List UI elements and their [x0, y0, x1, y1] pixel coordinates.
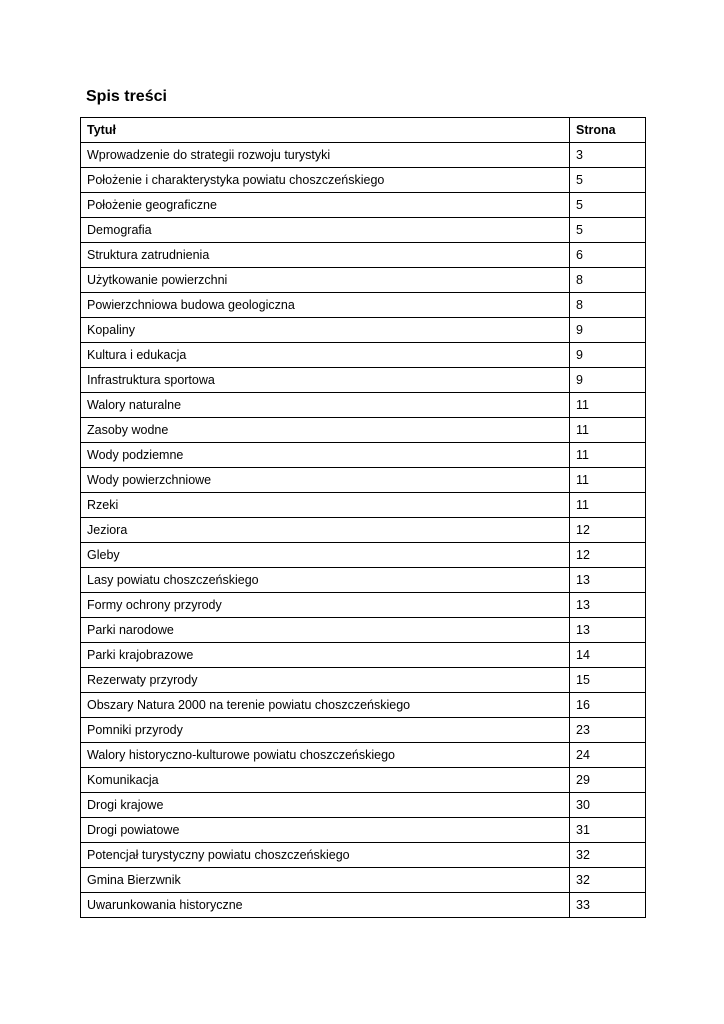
toc-entry-page: 12 — [570, 543, 646, 568]
toc-entry-title: Zasoby wodne — [81, 418, 570, 443]
toc-entry-title: Demografia — [81, 218, 570, 243]
table-row — [81, 693, 646, 718]
toc-entry-page: 30 — [570, 793, 646, 818]
toc-entry-page: 9 — [570, 318, 646, 343]
toc-entry-page: 11 — [570, 418, 646, 443]
toc-entry-title: Rzeki — [81, 493, 570, 518]
table-row — [81, 868, 646, 893]
table-row — [81, 393, 646, 418]
table-row — [81, 343, 646, 368]
table-row — [81, 593, 646, 618]
table-row — [81, 468, 646, 493]
toc-entry-title: Komunikacja — [81, 768, 570, 793]
toc-entry-title: Walory historyczno-kulturowe powiatu choszczeńskiego — [81, 743, 570, 768]
toc-entry-title: Wody powierzchniowe — [81, 468, 570, 493]
toc-entry-page: 9 — [570, 368, 646, 393]
table-row — [81, 518, 646, 543]
table-row — [81, 418, 646, 443]
table-row — [81, 168, 646, 193]
toc-entry-title: Kopaliny — [81, 318, 570, 343]
table-row — [81, 668, 646, 693]
toc-entry-title: Położenie i charakterystyka powiatu choszczeńskiego — [81, 168, 570, 193]
toc-entry-title: Gmina Bierzwnik — [81, 868, 570, 893]
column-header-page: Strona — [570, 118, 646, 143]
table-row — [81, 768, 646, 793]
toc-entry-title: Użytkowanie powierzchni — [81, 268, 570, 293]
toc-entry-page: 15 — [570, 668, 646, 693]
column-header-title: Tytuł — [81, 118, 570, 143]
page-title: Spis treści — [86, 88, 167, 105]
toc-table — [80, 117, 646, 918]
toc-entry-title: Drogi powiatowe — [81, 818, 570, 843]
table-row — [81, 243, 646, 268]
table-row — [81, 368, 646, 393]
toc-body — [81, 143, 646, 918]
table-row — [81, 643, 646, 668]
toc-entry-page: 13 — [570, 593, 646, 618]
toc-entry-page: 24 — [570, 743, 646, 768]
toc-entry-page: 8 — [570, 293, 646, 318]
toc-entry-title: Wprowadzenie do strategii rozwoju turystyki — [81, 143, 570, 168]
toc-entry-title: Gleby — [81, 543, 570, 568]
toc-entry-title: Pomniki przyrody — [81, 718, 570, 743]
toc-entry-title: Kultura i edukacja — [81, 343, 570, 368]
table-row — [81, 718, 646, 743]
toc-entry-title: Formy ochrony przyrody — [81, 593, 570, 618]
toc-entry-page: 5 — [570, 218, 646, 243]
toc-entry-title: Parki krajobrazowe — [81, 643, 570, 668]
toc-entry-page: 13 — [570, 618, 646, 643]
toc-entry-page: 11 — [570, 493, 646, 518]
toc-entry-page: 12 — [570, 518, 646, 543]
table-row — [81, 218, 646, 243]
toc-entry-page: 11 — [570, 468, 646, 493]
table-row — [81, 818, 646, 843]
toc-entry-page: 11 — [570, 443, 646, 468]
toc-entry-page: 8 — [570, 268, 646, 293]
table-row — [81, 143, 646, 168]
toc-entry-page: 33 — [570, 893, 646, 918]
toc-entry-page: 29 — [570, 768, 646, 793]
toc-entry-page: 5 — [570, 193, 646, 218]
toc-entry-title: Infrastruktura sportowa — [81, 368, 570, 393]
toc-entry-title: Powierzchniowa budowa geologiczna — [81, 293, 570, 318]
toc-entry-page: 31 — [570, 818, 646, 843]
toc-entry-page: 3 — [570, 143, 646, 168]
table-row — [81, 743, 646, 768]
table-row — [81, 568, 646, 593]
toc-entry-page: 32 — [570, 868, 646, 893]
toc-entry-page: 23 — [570, 718, 646, 743]
toc-entry-page: 9 — [570, 343, 646, 368]
table-row — [81, 443, 646, 468]
table-row — [81, 268, 646, 293]
toc-entry-title: Drogi krajowe — [81, 793, 570, 818]
toc-entry-page: 13 — [570, 568, 646, 593]
toc-entry-title: Rezerwaty przyrody — [81, 668, 570, 693]
table-row — [81, 493, 646, 518]
toc-entry-page: 14 — [570, 643, 646, 668]
toc-entry-page: 6 — [570, 243, 646, 268]
table-row — [81, 293, 646, 318]
table-row — [81, 543, 646, 568]
toc-entry-title: Obszary Natura 2000 na terenie powiatu choszczeńskiego — [81, 693, 570, 718]
toc-entry-title: Struktura zatrudnienia — [81, 243, 570, 268]
table-header-row — [81, 118, 646, 143]
table-row — [81, 318, 646, 343]
table-row — [81, 793, 646, 818]
table-row — [81, 618, 646, 643]
table-row — [81, 893, 646, 918]
toc-entry-title: Wody podziemne — [81, 443, 570, 468]
toc-entry-title: Lasy powiatu choszczeńskiego — [81, 568, 570, 593]
toc-entry-page: 5 — [570, 168, 646, 193]
toc-entry-title: Położenie geograficzne — [81, 193, 570, 218]
toc-entry-title: Jeziora — [81, 518, 570, 543]
toc-entry-page: 11 — [570, 393, 646, 418]
toc-entry-title: Parki narodowe — [81, 618, 570, 643]
toc-entry-page: 16 — [570, 693, 646, 718]
table-row — [81, 843, 646, 868]
table-row — [81, 193, 646, 218]
toc-entry-title: Walory naturalne — [81, 393, 570, 418]
toc-entry-page: 32 — [570, 843, 646, 868]
toc-entry-title: Potencjał turystyczny powiatu choszczeńskiego — [81, 843, 570, 868]
toc-entry-title: Uwarunkowania historyczne — [81, 893, 570, 918]
